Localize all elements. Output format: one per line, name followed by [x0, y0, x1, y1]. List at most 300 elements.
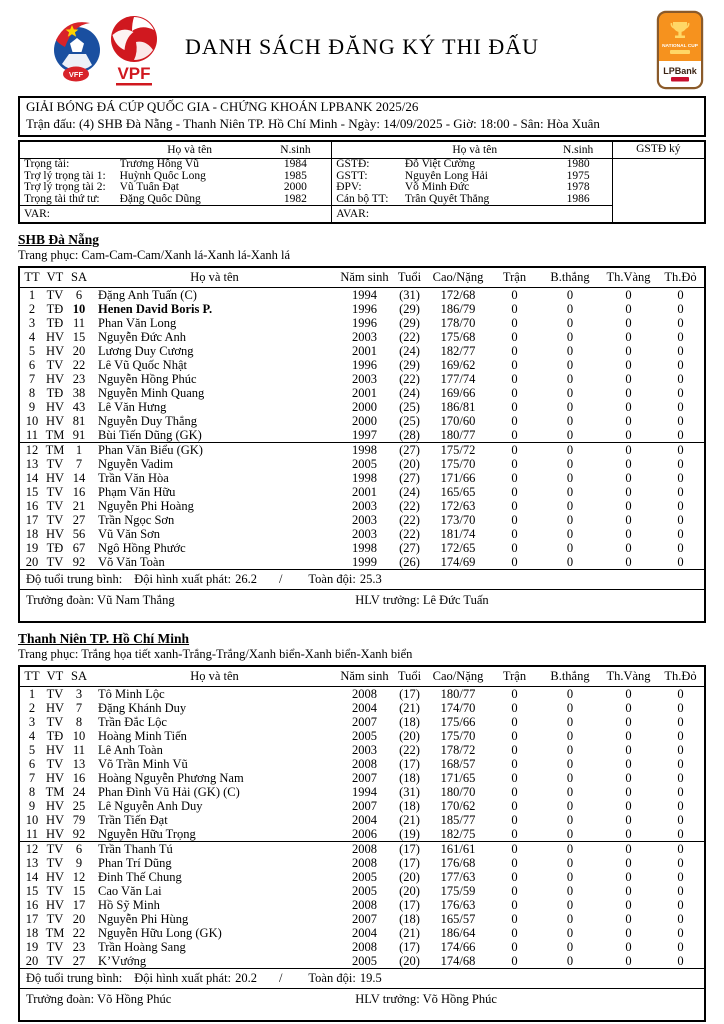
player-row-hw: 185/77 [440, 813, 476, 828]
player-row-age: (20) [399, 457, 420, 472]
player-row-tran: 0 [511, 428, 518, 443]
player-row-bt: 0 [566, 344, 574, 359]
roster-header-row [20, 268, 704, 288]
col-header-goals: B.thắng [540, 667, 600, 687]
player-row-born: 2007 [352, 799, 377, 814]
player-row-td: 0 [677, 513, 684, 528]
player-row-tran: 0 [511, 856, 518, 871]
player-row-born: 2006 [352, 827, 377, 842]
player-row-bt: 0 [566, 372, 574, 387]
col-header-matches: Trận [489, 667, 540, 687]
player-row-bt: 0 [566, 485, 574, 500]
player-row-born: 1996 [352, 316, 377, 331]
player-row [20, 457, 704, 471]
player-row-hw: 186/79 [440, 302, 476, 317]
player-row-tv: 0 [625, 827, 632, 842]
player-row-bt: 0 [566, 386, 574, 401]
player-row-tt: 2 [28, 701, 36, 716]
player-row-tt: 5 [28, 344, 36, 359]
player-row-bt: 0 [566, 414, 574, 429]
player-row-tran: 0 [511, 358, 518, 373]
official-row-name: Trần Quyết Thắng [404, 193, 490, 205]
player-row-bt: 0 [566, 856, 574, 871]
player-row-name: Nguyễn Đức Anh [98, 330, 187, 345]
player-row-bt: 0 [566, 316, 574, 331]
supervisor-signature-column [612, 142, 704, 222]
player-row-vt: TV [46, 687, 64, 702]
player-row-age: (24) [399, 344, 420, 359]
starting-xi-label: Đội hình xuất phát: [134, 971, 232, 986]
player-row-born: 2004 [352, 813, 377, 828]
officials-right-section [331, 142, 611, 222]
player-row-hw: 177/74 [440, 372, 476, 387]
player-row-born: 2001 [352, 485, 377, 500]
player-row-age: (27) [399, 541, 420, 556]
col-header-heightweight: Cao/Nặng [427, 268, 489, 288]
player-row-age: (17) [399, 940, 420, 955]
player-row-vt: HV [45, 813, 65, 828]
player-row-born: 2005 [352, 457, 377, 472]
official-row-born: 2000 [283, 182, 307, 194]
player-row-sa: 8 [75, 715, 83, 730]
player-row-born: 1996 [352, 358, 377, 373]
player-row-bt: 0 [566, 457, 574, 472]
average-age-row [20, 968, 704, 988]
player-row-sa: 79 [72, 813, 86, 828]
player-row [20, 926, 704, 940]
player-row-bt: 0 [566, 799, 574, 814]
average-age-row [20, 569, 704, 589]
player-row-tt: 8 [28, 386, 36, 401]
official-row-born: 1984 [283, 158, 307, 170]
player-row-born: 2008 [352, 856, 377, 871]
team-section-away [18, 631, 706, 1022]
player-row-tv: 0 [625, 386, 632, 401]
player-row-tt: 3 [28, 715, 36, 730]
player-row-tt: 1 [28, 687, 36, 702]
official-row-name: Trương Hồng Vũ [119, 158, 199, 170]
player-row-td: 0 [677, 499, 684, 514]
officials-born-header: N.sinh [545, 142, 612, 159]
player-row-tt: 18 [25, 527, 39, 542]
player-row-name: Ngô Hồng Phước [98, 541, 186, 556]
player-row-tv: 0 [625, 316, 632, 331]
player-row-tran: 0 [511, 687, 518, 702]
player-row-hw: 171/65 [440, 771, 476, 786]
player-row-bt: 0 [540, 443, 600, 458]
player-row-hw: 165/57 [440, 912, 476, 927]
player-row-name: Trần Ngọc Sơn [98, 513, 175, 528]
player-row [20, 940, 704, 954]
player-row-sa: 20 [72, 912, 86, 927]
player-row-bt: 0 [566, 813, 574, 828]
player-row-tt: 10 [25, 414, 39, 429]
player-row-tran: 0 [511, 555, 518, 570]
team-leader-name: Võ Hồng Phúc [97, 992, 172, 1007]
official-row-name: Nguyễn Long Hải [404, 170, 488, 182]
document-header [18, 0, 706, 96]
player-row [20, 288, 704, 303]
col-header-age: Tuổi [392, 667, 427, 687]
player-row-tv: 0 [625, 898, 632, 913]
player-row-td: 0 [677, 687, 684, 702]
official-row-role: Trọng tài: [24, 158, 70, 170]
player-row-vt: HV [45, 827, 65, 842]
player-row-vt: HV [45, 771, 65, 786]
official-row [20, 171, 331, 183]
player-row-vt: TM [45, 443, 65, 458]
player-row-hw: 176/68 [440, 856, 476, 871]
player-row-age: (20) [399, 884, 420, 899]
player-row-td: 0 [677, 344, 684, 359]
player-row-hw: 169/66 [440, 386, 476, 401]
player-row-tran: 0 [511, 513, 518, 528]
player-row-age: (22) [399, 513, 420, 528]
col-header-sa: SA [66, 268, 92, 288]
player-row-bt: 0 [566, 527, 574, 542]
player-row-td: 0 [677, 884, 684, 899]
player-row-sa: 23 [72, 372, 86, 387]
player-row-tt: 16 [25, 898, 39, 913]
player-row-born: 2005 [352, 954, 377, 969]
player-row-vt: HV [45, 898, 65, 913]
player-row-vt: TV [44, 842, 66, 857]
player-row-age: (27) [392, 443, 427, 458]
player-row-name: Hồ Sỹ Minh [98, 898, 160, 913]
player-row-sa: 7 [75, 701, 83, 716]
player-row-tran: 0 [511, 884, 518, 899]
player-row-vt: HV [45, 527, 65, 542]
player-row-name: Lê Nguyễn Anh Duy [98, 799, 203, 814]
player-row-name: Nguyễn Minh Quang [98, 386, 205, 401]
player-row-age: (19) [399, 827, 420, 842]
player-row-sa: 9 [75, 856, 83, 871]
player-row-tv: 0 [625, 414, 632, 429]
tournament-name: GIẢI BÓNG ĐÁ CÚP QUỐC GIA - CHỨNG KHOÁN LPBANK 2025/26 [26, 99, 419, 114]
player-row-tran: 0 [511, 414, 518, 429]
player-row-tt: 6 [28, 757, 36, 772]
player-row-tran: 0 [511, 771, 518, 786]
player-row-born: 1998 [337, 443, 392, 458]
player-row-tv: 0 [625, 799, 632, 814]
player-row-tv: 0 [625, 856, 632, 871]
player-row-tt: 17 [25, 912, 39, 927]
player-row-bt: 0 [566, 428, 574, 443]
player-row-tt: 12 [20, 842, 44, 857]
player-row-born: 1994 [352, 785, 377, 800]
official-row [20, 182, 331, 194]
official-row-role: ĐPV: [336, 182, 362, 194]
player-row-age: (24) [399, 386, 420, 401]
player-row-born: 2000 [352, 414, 377, 429]
player-row-tv: 0 [625, 288, 632, 303]
player-row-tt: 11 [25, 827, 39, 842]
player-row-tt: 7 [28, 372, 36, 387]
officials-role-header [20, 142, 120, 159]
player-row-hw: 165/65 [440, 485, 476, 500]
head-coach-name: Võ Hồng Phúc [422, 992, 497, 1007]
player-row-age: (29) [399, 358, 420, 373]
player-row-tv: 0 [625, 954, 632, 969]
player-row [20, 701, 704, 715]
player-row-sa: 23 [72, 940, 86, 955]
player-row-hw: 186/81 [440, 400, 476, 415]
official-row-name: Võ Minh Đức [404, 182, 470, 194]
player-row-td: 0 [677, 743, 684, 758]
player-row-sa: 15 [72, 884, 86, 899]
player-row-vt: TV [46, 513, 64, 528]
player-row-td: 0 [677, 898, 684, 913]
player-row-born: 2004 [352, 926, 377, 941]
col-header-age: Tuổi [392, 268, 427, 288]
player-row-td: 0 [677, 330, 684, 345]
player-row [20, 428, 704, 443]
player-row [20, 386, 704, 400]
avar-row [332, 206, 611, 223]
player-row-tv: 0 [625, 884, 632, 899]
player-row [20, 555, 704, 569]
player-row-sa: 25 [72, 799, 86, 814]
player-row [20, 443, 704, 458]
player-row-tv: 0 [625, 940, 632, 955]
player-row-td: 0 [677, 954, 684, 969]
col-header-yellowcards: Th.Vàng [600, 667, 657, 687]
player-row-born: 2007 [352, 771, 377, 786]
player-row-bt: 0 [566, 701, 574, 716]
player-row-sa: 11 [72, 316, 86, 331]
player-row-tran: 0 [511, 785, 518, 800]
player-row-sa: 17 [72, 898, 86, 913]
staff-row [20, 589, 704, 621]
player-row-age: (22) [399, 527, 420, 542]
team-leader: Trưởng đoàn: Võ Hồng Phúc [26, 992, 172, 1007]
player-row-tv: 0 [625, 372, 632, 387]
player-row-age: (21) [399, 926, 420, 941]
player-row [20, 757, 704, 771]
player-row-bt: 0 [566, 898, 574, 913]
player-row [20, 471, 704, 485]
col-header-tt: TT [20, 667, 44, 687]
player-row-sa: 1 [66, 443, 92, 458]
player-row-tran: 0 [511, 813, 518, 828]
official-row [20, 194, 331, 206]
player-row-tran: 0 [511, 870, 518, 885]
player-row-tran: 0 [511, 715, 518, 730]
player-row-tran: 0 [511, 701, 518, 716]
player-row-hw: 176/63 [440, 898, 476, 913]
team-name: Thanh Niên TP. Hồ Chí Minh [18, 631, 190, 647]
player-row [20, 541, 704, 555]
col-header-vt: VT [44, 268, 66, 288]
player-row-hw: 178/70 [440, 316, 476, 331]
player-row-hw: 168/57 [440, 757, 476, 772]
player-row-tv: 0 [625, 771, 632, 786]
player-row-hw: 174/66 [440, 940, 476, 955]
team-section-home [18, 232, 706, 623]
player-row-name: K’Vướng [98, 954, 147, 969]
player-row-tran: 0 [511, 926, 518, 941]
player-row-vt: TM [45, 428, 65, 443]
player-row-tt: 14 [25, 471, 39, 486]
player-row-bt: 0 [566, 785, 574, 800]
officials-header-row [20, 142, 331, 159]
player-row-tt: 9 [28, 799, 36, 814]
roster-header-row [20, 667, 704, 687]
player-row-name: Phan Văn Biểu (GK) [92, 443, 337, 458]
player-row-tv: 0 [625, 926, 632, 941]
player-row-sa: 6 [75, 288, 83, 303]
player-row-sa: 81 [72, 414, 86, 429]
player-row-tt: 3 [28, 316, 36, 331]
col-header-redcards: Th.Đỏ [657, 667, 704, 687]
player-row-tv: 0 [625, 555, 632, 570]
player-row-born: 2008 [352, 687, 377, 702]
official-row-role: GSTT: [336, 170, 368, 182]
player-row-name: Lê Văn Hưng [98, 400, 167, 415]
official-row-born: 1985 [283, 170, 307, 182]
player-row-tt: 4 [28, 330, 36, 345]
player-row-name: Lê Vũ Quốc Nhật [98, 358, 187, 373]
player-row [20, 884, 704, 898]
player-row-hw: 170/60 [440, 414, 476, 429]
player-row [20, 414, 704, 428]
player-row-name: Đặng Anh Tuấn (C) [98, 288, 197, 303]
player-row-bt: 0 [566, 743, 574, 758]
var-label: VAR: [20, 206, 331, 223]
player-row-tt: 13 [25, 856, 39, 871]
player-row-sa: 13 [72, 757, 86, 772]
player-row-tran: 0 [511, 288, 518, 303]
player-row-vt: HV [45, 330, 65, 345]
player-row-name: Nguyễn Duy Thắng [98, 414, 198, 429]
player-row-age: (20) [399, 954, 420, 969]
player-row-tv: 0 [625, 701, 632, 716]
player-row-hw: 182/75 [440, 827, 476, 842]
match-info: Trận đấu: (4) SHB Đà Nẵng - Thanh Niên TP. Hồ Chí Minh - Ngày: 14/09/2025 - Giờ: 18:00 - Sân: Hòa Xuân [26, 115, 600, 131]
player-row-name: Lê Anh Toàn [98, 743, 163, 758]
player-row-tv: 0 [625, 541, 632, 556]
slash-separator: / [278, 971, 283, 986]
player-row [20, 912, 704, 926]
player-row-bt: 0 [566, 870, 574, 885]
player-row-born: 2001 [352, 344, 377, 359]
player-row-hw: 174/68 [440, 954, 476, 969]
player-row-age: (22) [399, 743, 420, 758]
player-row-td: 0 [677, 302, 684, 317]
player-row-td: 0 [677, 471, 684, 486]
player-row-vt: HV [45, 870, 65, 885]
var-row [20, 206, 331, 223]
player-row-born: 2005 [352, 729, 377, 744]
player-row-td: 0 [657, 443, 704, 458]
player-row-sa: 43 [72, 400, 86, 415]
player-row [20, 954, 704, 968]
player-row [20, 842, 704, 857]
player-row [20, 771, 704, 785]
official-row-role: Trợ lý trọng tài 2: [24, 182, 106, 194]
player-row-hw: 180/77 [440, 687, 476, 702]
player-row-bt: 0 [566, 499, 574, 514]
player-row [20, 856, 704, 870]
player-row-age: (22) [399, 372, 420, 387]
player-row-tv: 0 [625, 729, 632, 744]
player-row-tt: 9 [28, 400, 36, 415]
player-row-age: (18) [399, 715, 420, 730]
player-row-td: 0 [677, 414, 684, 429]
team-leader: Trưởng đoàn: Vũ Nam Thắng [26, 593, 175, 608]
head-coach: HLV trưởng: Lê Đức Tuấn [355, 593, 489, 608]
player-row-tv: 0 [625, 344, 632, 359]
player-row-td: 0 [677, 358, 684, 373]
player-row-age: (17) [399, 757, 420, 772]
player-row-vt: TĐ [46, 541, 64, 556]
player-row-td: 0 [677, 400, 684, 415]
player-row-born: 2005 [352, 884, 377, 899]
player-row-bt: 0 [566, 884, 574, 899]
staff-row [20, 988, 704, 1020]
officials-name-header: Họ và tên [405, 142, 545, 159]
player-row-name: Bùi Tiến Dũng (GK) [98, 428, 202, 443]
player-row-td: 0 [677, 527, 684, 542]
player-row-age: (21) [399, 701, 420, 716]
player-row-bt: 0 [566, 954, 574, 969]
player-row-bt: 0 [566, 729, 574, 744]
player-row-born: 2003 [352, 499, 377, 514]
player-row-tran: 0 [511, 344, 518, 359]
player-row-td: 0 [677, 813, 684, 828]
player-row-age: (25) [399, 400, 420, 415]
player-row-tt: 10 [25, 813, 39, 828]
player-row-hw: 175/70 [440, 457, 476, 472]
player-row-tv: 0 [625, 457, 632, 472]
player-row-vt: TĐ [46, 302, 64, 317]
player-row-hw: 172/63 [440, 499, 476, 514]
player-row-age: (31) [399, 288, 420, 303]
player-row-name: Phan Đình Vũ Hải (GK) (C) [98, 785, 240, 800]
player-row-sa: 56 [72, 527, 86, 542]
player-row-tt: 6 [28, 358, 36, 373]
player-row-age: (20) [399, 729, 420, 744]
player-row-hw: 178/72 [440, 743, 476, 758]
team-kit: Trang phục: Trắng họa tiết xanh-Trắng-Trắng/Xanh biển-Xanh biển-Xanh biển [18, 647, 413, 662]
player-row-bt: 0 [566, 771, 574, 786]
player-row-tv: 0 [625, 513, 632, 528]
tournament-info-box [18, 96, 706, 137]
player-row-sa: 16 [72, 485, 86, 500]
player-row-tt: 13 [25, 457, 39, 472]
player-row-tran: 0 [489, 842, 540, 857]
player-row-tran: 0 [511, 471, 518, 486]
player-row-td: 0 [677, 912, 684, 927]
official-row-born: 1982 [283, 193, 307, 205]
avg-age-label: Độ tuổi trung bình: [26, 572, 123, 587]
player-row-age: (25) [399, 414, 420, 429]
svg-text:VPF: VPF [117, 64, 151, 83]
official-row-born: 1975 [566, 170, 590, 182]
player-row-tv: 0 [625, 302, 632, 317]
player-row-name: Võ Văn Toàn [98, 555, 165, 570]
player-row-born: 2008 [352, 898, 377, 913]
player-row-bt: 0 [566, 288, 574, 303]
team-kit: Trang phục: Cam-Cam-Cam/Xanh lá-Xanh lá-Xanh lá [18, 248, 291, 263]
player-row-tt: 15 [25, 485, 39, 500]
official-row-born: 1980 [566, 158, 590, 170]
player-row-name: Nguyễn Hữu Long (GK) [98, 926, 222, 941]
player-row-sa: 27 [72, 954, 86, 969]
col-header-name: Họ và tên [92, 268, 337, 288]
player-row-bt: 0 [566, 302, 574, 317]
official-row-role: Cán bộ TT: [336, 193, 389, 205]
